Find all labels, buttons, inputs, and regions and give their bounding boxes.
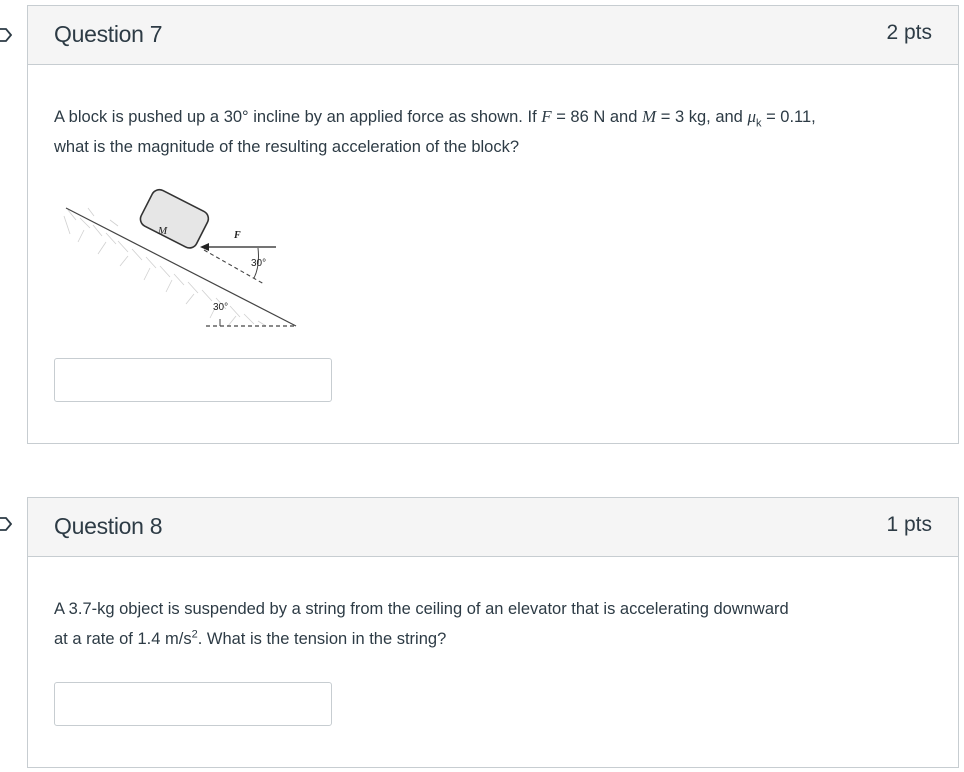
question-flag-icon[interactable] <box>0 28 12 42</box>
question-points: 2 pts <box>886 21 932 44</box>
question-header <box>28 498 958 557</box>
question-text: A 3.7-kg object is suspended by a string from the ceiling of an elevator that is accelerating downward at a rate of 1.4 $m/s^2$. What is the tension in the string? <box>54 600 789 648</box>
incline-diagram <box>58 138 308 338</box>
force-angle-label: 30° <box>251 258 267 269</box>
answer-input[interactable] <box>54 682 332 726</box>
question-7 <box>27 5 959 444</box>
question-flag-icon[interactable] <box>0 517 12 531</box>
question-title: Question 8 <box>54 513 163 539</box>
question-title: Question 7 <box>54 21 163 47</box>
block <box>138 187 211 251</box>
force-label: F <box>234 230 241 241</box>
question-points: 1 pts <box>886 513 932 536</box>
question-text: A block is pushed up a 30° incline by an applied force as shown. If F = 86 N and M = 3 kg, and $\mu_k = 0.11$, what is the magnitude of the resulting acceleration of the block? <box>54 107 816 156</box>
question-8 <box>27 497 959 768</box>
block-label: M <box>158 225 168 237</box>
answer-input[interactable] <box>54 358 332 402</box>
incline-angle-label: 30° <box>213 302 229 313</box>
question-header <box>28 6 958 65</box>
